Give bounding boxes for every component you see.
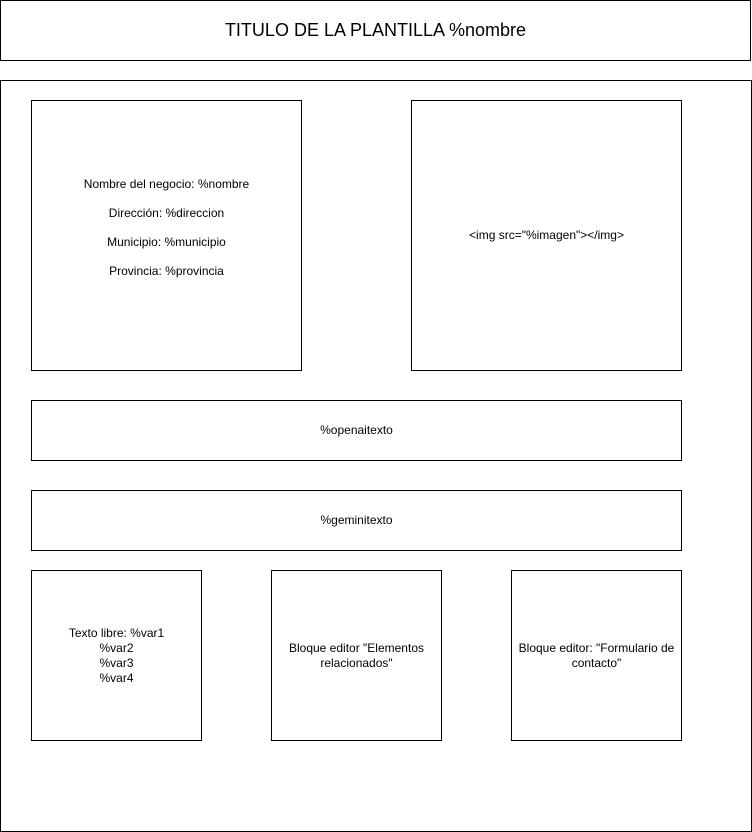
contact-form-label: Bloque editor: "Formulario de contacto" <box>518 640 675 670</box>
free-text-box <box>31 570 202 741</box>
free-text-line-3: %var3 <box>99 655 134 670</box>
image-placeholder-text: <img src="%imagen"></img> <box>469 228 624 242</box>
openai-text-box <box>31 400 682 461</box>
province-field: Provincia: %provincia <box>109 263 224 278</box>
business-name-field: Nombre del negocio: %nombre <box>83 176 250 191</box>
gemini-text-box <box>31 490 682 551</box>
image-placeholder-box <box>411 100 682 371</box>
free-text-line-2: %var2 <box>99 640 134 655</box>
openai-text: %openaitexto <box>320 423 393 437</box>
related-elements-block <box>271 570 442 741</box>
related-elements-label: Bloque editor "Elementos relacionados" <box>288 640 424 670</box>
contact-form-block <box>511 570 682 741</box>
municipality-field: Municipio: %municipio <box>107 234 226 249</box>
free-text-line-1: Texto libre: %var1 <box>68 625 165 640</box>
template-title-box <box>0 0 751 61</box>
business-info-box <box>31 100 302 371</box>
template-title: TITULO DE LA PLANTILLA %nombre <box>224 20 527 40</box>
address-field: Dirección: %direccion <box>108 205 225 220</box>
free-text-line-4: %var4 <box>99 670 134 685</box>
gemini-text: %geminitexto <box>320 513 393 527</box>
